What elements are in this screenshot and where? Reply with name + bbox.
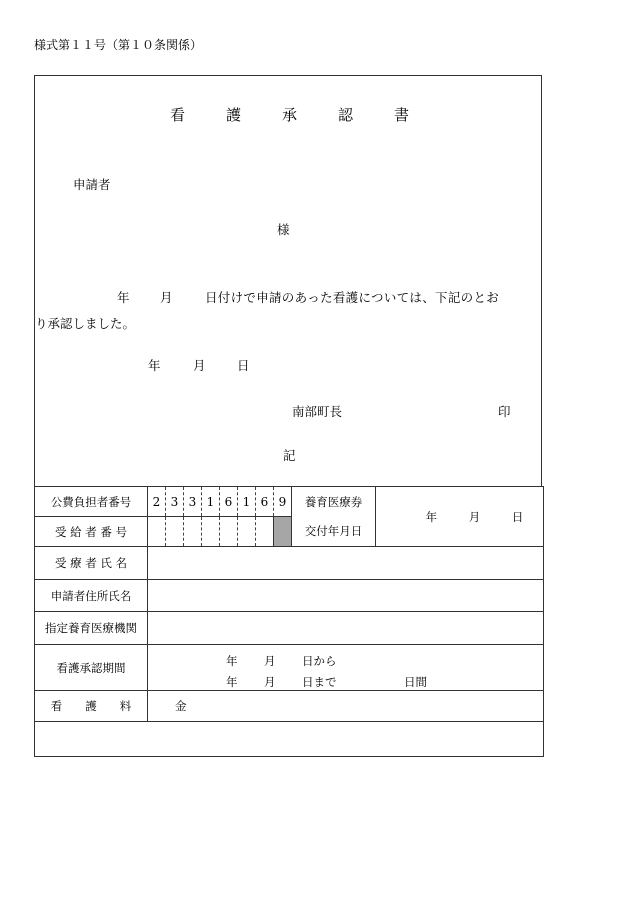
table-row xyxy=(35,612,544,645)
digit-cell: 9 xyxy=(274,487,292,517)
document-frame xyxy=(34,75,542,486)
fee-label: 看 護 料 xyxy=(35,691,148,722)
table-row xyxy=(35,487,544,517)
ticket-date-year: 年 xyxy=(425,509,438,524)
period-from-year: 年 xyxy=(226,653,238,668)
digit-cell: 6 xyxy=(256,487,274,517)
form-number: 様式第１１号（第１０条関係） xyxy=(34,38,203,52)
ticket-date-month: 月 xyxy=(468,509,481,524)
table-row xyxy=(35,645,544,691)
digit-cell: 6 xyxy=(220,487,238,517)
period-to-month: 月 xyxy=(264,674,276,689)
table-row xyxy=(35,722,544,757)
recipient-digit-cell xyxy=(220,517,238,547)
applicant-address-label: 申請者住所氏名 xyxy=(35,580,148,612)
document-title xyxy=(170,104,410,124)
fee-prefix: 金 xyxy=(175,699,187,713)
ticket-date-day: 日 xyxy=(511,509,524,524)
period-value xyxy=(148,645,544,691)
recipient-digit-cell xyxy=(166,517,184,547)
institution-label: 指定養育医療機関 xyxy=(35,612,148,645)
details-table xyxy=(34,486,544,757)
recipient-digit-cell xyxy=(238,517,256,547)
honorific: 様 xyxy=(277,222,290,237)
patient-name-value xyxy=(148,547,544,580)
title-char: 看 xyxy=(170,106,186,124)
recipient-number-label: 受 給 者 番 号 xyxy=(35,517,148,547)
period-from-suffix: 日から xyxy=(302,653,337,668)
period-to-suffix: 日まで xyxy=(302,674,337,689)
title-char: 護 xyxy=(226,106,242,124)
burden-number-label: 公費負担者番号 xyxy=(35,487,148,517)
body-year: 年 xyxy=(117,290,130,305)
period-from-month: 月 xyxy=(264,653,276,668)
recipient-digit-cell xyxy=(148,517,166,547)
recipient-digit-cell xyxy=(184,517,202,547)
patient-name-label: 受 療 者 氏 名 xyxy=(35,547,148,580)
date-month: 月 xyxy=(193,358,206,373)
digit-cell: 3 xyxy=(166,487,184,517)
ticket-label-2: 交付年月日 xyxy=(292,517,376,547)
table-row xyxy=(35,691,544,722)
applicant-address-value xyxy=(148,580,544,612)
seal-mark: 印 xyxy=(498,404,511,419)
body-month: 月 xyxy=(160,290,173,305)
title-char: 承 xyxy=(282,106,298,124)
signer: 南部町長 xyxy=(292,404,343,419)
period-label: 看護承認期間 xyxy=(35,645,148,691)
shaded-check-cell xyxy=(274,517,292,547)
ticket-label-1: 養育医療券 xyxy=(292,487,376,517)
digit-cell: 1 xyxy=(238,487,256,517)
recipient-digit-cell xyxy=(202,517,220,547)
table-row xyxy=(35,547,544,580)
ticket-date-cell xyxy=(376,487,544,547)
date-day: 日 xyxy=(237,358,250,373)
date-year: 年 xyxy=(148,358,161,373)
title-char: 認 xyxy=(338,106,354,124)
applicant-label: 申請者 xyxy=(73,177,111,192)
period-days: 日間 xyxy=(404,674,427,689)
table-row xyxy=(35,580,544,612)
period-to-year: 年 xyxy=(226,674,238,689)
digit-cell: 3 xyxy=(184,487,202,517)
body-line1-rest: 日付けで申請のあった看護については、下記のとお xyxy=(205,290,500,305)
ki-label: 記 xyxy=(283,448,296,463)
fee-value xyxy=(148,691,544,722)
blank-footer-row xyxy=(35,722,544,757)
digit-cell: 2 xyxy=(148,487,166,517)
recipient-digit-cell xyxy=(256,517,274,547)
body-line2: り承認しました。 xyxy=(35,316,136,331)
digit-cell: 1 xyxy=(202,487,220,517)
institution-value xyxy=(148,612,544,645)
title-char: 書 xyxy=(394,106,410,124)
